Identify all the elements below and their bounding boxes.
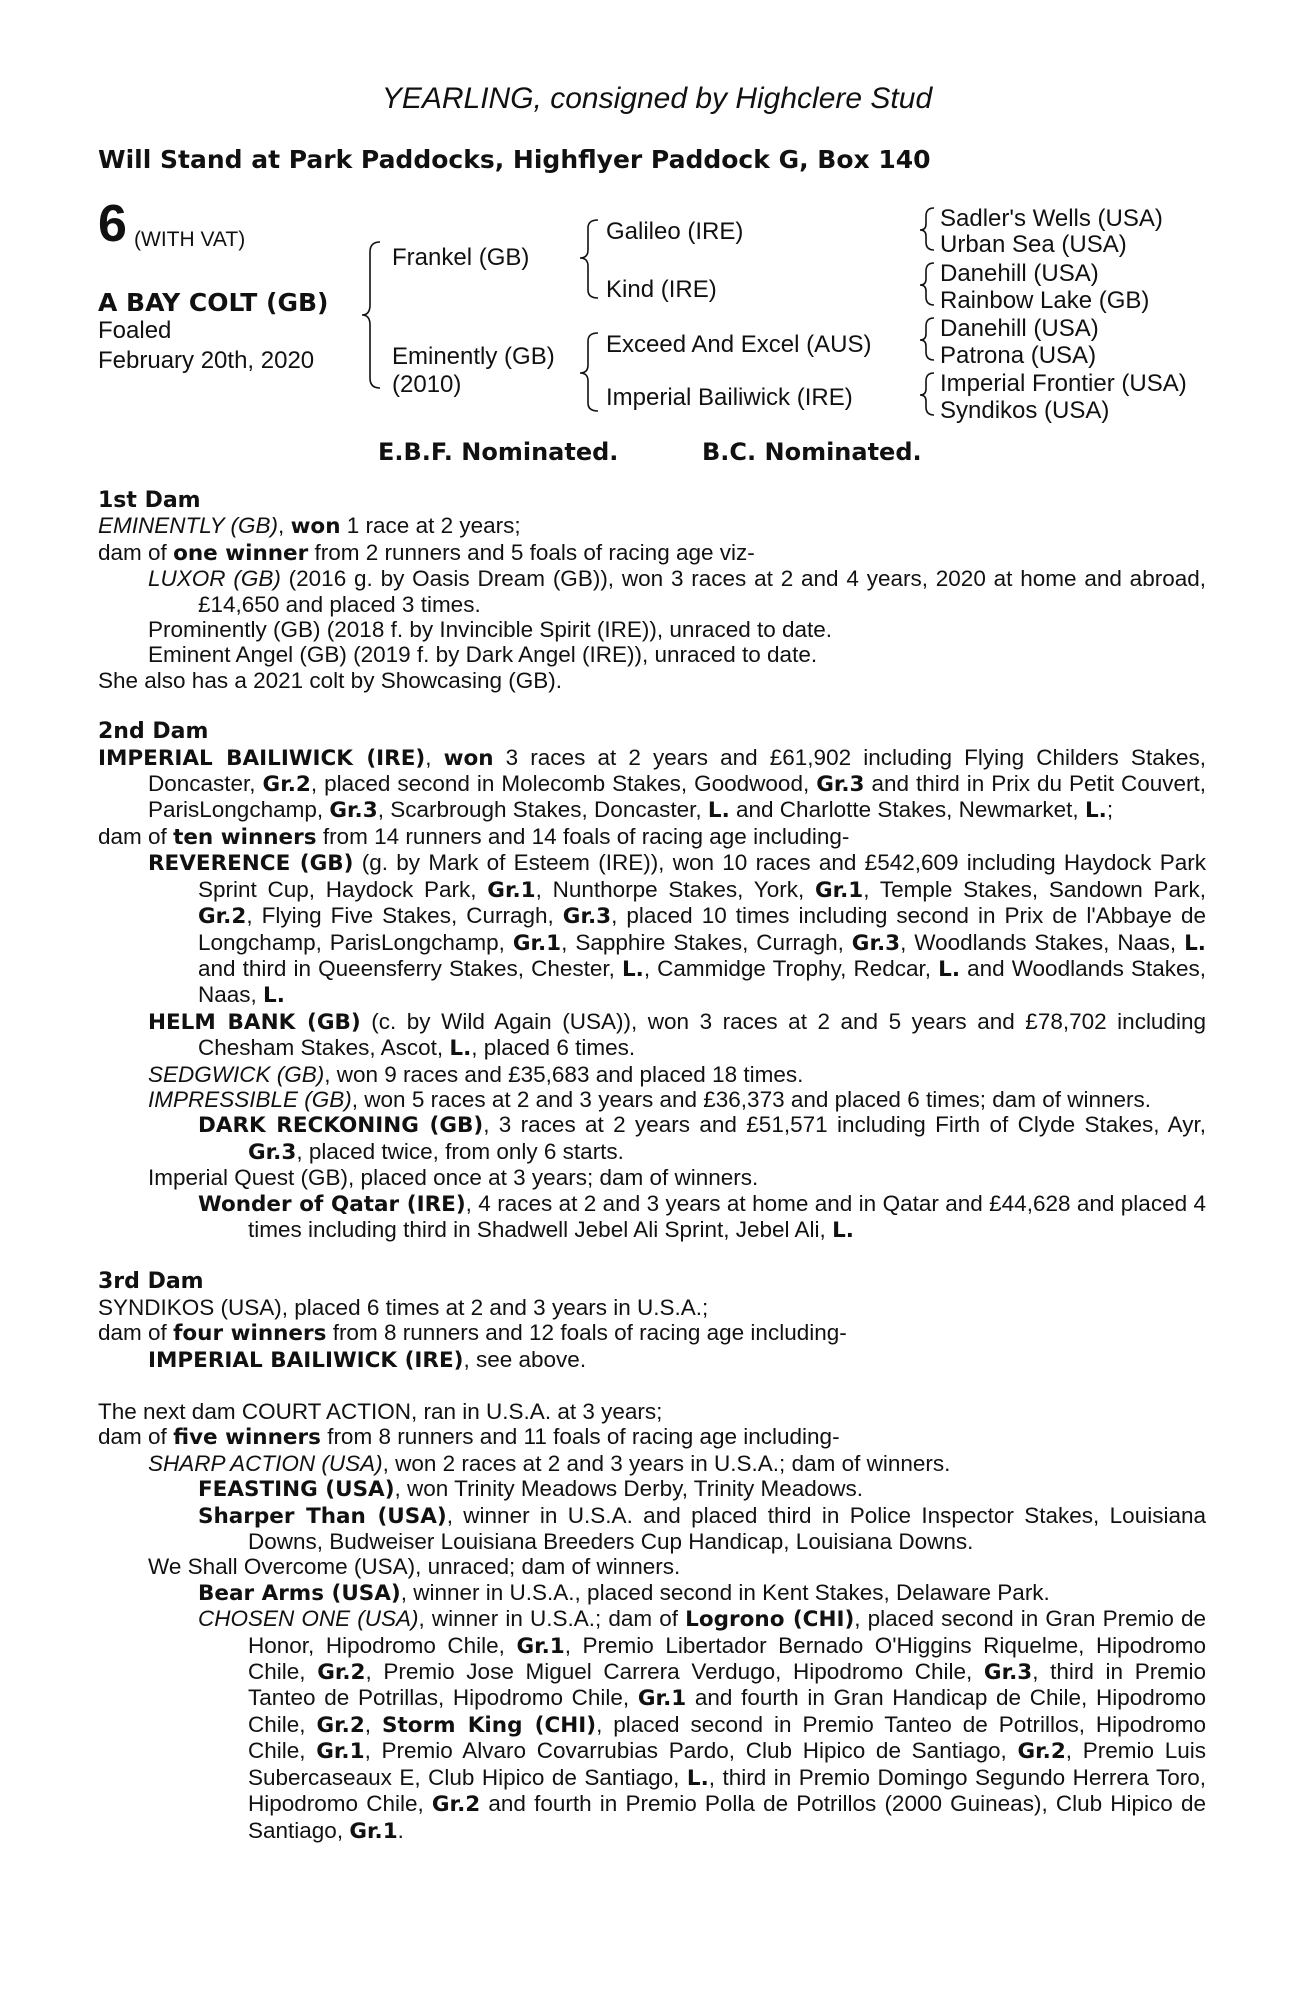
produce-luxor: LUXOR (GB) (2016 g. by Oasis Dream (GB)), won 3 races at 2 and 4 years, 2020 at home and abroad, £14,650 and placed 3 times. xyxy=(148,566,1206,617)
bracket-g56 xyxy=(920,318,934,360)
bracket-sire xyxy=(580,220,598,298)
produce-impressible: IMPRESSIBLE (GB), won 5 races at 2 and 3 years and £36,373 and placed 6 times; dam of winners. xyxy=(148,1086,1152,1112)
produce-we-shall-overcome: We Shall Overcome (USA), unraced; dam of winners. xyxy=(148,1554,681,1580)
produce-reverence: REVERENCE (GB) (g. by Mark of Esteem (IRE)), won 10 races and £542,609 including Haydock Park Sprint Cup, Haydock Park, Gr.1, Nunthorpe Stakes, York, Gr.1, Temple Stakes, Sandown Park, Gr.2, Flying Five Stakes, Curragh, Gr.3, placed 10 times including second in Prix de l'Abbaye de Longchamp, ParisLongchamp, Gr.1, Sapphire Stakes, Curragh, Gr.3, Woodlands Stakes, Naas, L. and third in Queensferry Stakes, Chester, L., Cammidge Trophy, Redcar, L. and Woodlands Stakes, Naas, L. xyxy=(148,850,1206,1009)
page-title: YEARLING, consigned by Highclere Stud xyxy=(381,82,933,115)
next-dam-produce-line: dam of five winners from 8 runners and 11 foals of racing age including- xyxy=(98,1424,840,1451)
bracket-g34 xyxy=(920,263,934,305)
sire-dam: Kind (IRE) xyxy=(606,276,717,303)
gen3-4: Rainbow Lake (GB) xyxy=(940,287,1150,314)
third-dam-line: SYNDIKOS (USA), placed 6 times at 2 and 3 years in U.S.A.; xyxy=(98,1294,709,1320)
second-dam-record: IMPERIAL BAILIWICK (IRE), won 3 races at 2 years and £61,902 including Flying Childers Stakes, Doncaster, Gr.2, placed second in Molecomb Stakes, Goodwood, Gr.3 and third in Prix du Petit Couvert, ParisLongchamp, Gr.3, Scarbrough Stakes, Doncaster, L. and Charlotte Stakes, Newmarket, L.; xyxy=(98,744,1206,824)
produce-helm-bank: HELM BANK (GB) (c. by Wild Again (USA)), won 3 races at 2 and 5 years and £78,702 including Chesham Stakes, Ascot, L., placed 6 times. xyxy=(148,1008,1206,1062)
gen3-3: Danehill (USA) xyxy=(940,260,1099,287)
first-dam-line: EMINENTLY (GB), won 1 race at 2 years; xyxy=(98,513,521,540)
second-dam-produce-line: dam of ten winners from 14 runners and 14 foals of racing age including- xyxy=(98,823,850,850)
next-dam-line: The next dam COURT ACTION, ran in U.S.A. at 3 years; xyxy=(98,1399,663,1424)
gen3-5: Danehill (USA) xyxy=(940,315,1099,342)
gen3-6: Patrona (USA) xyxy=(940,342,1097,369)
bracket-main xyxy=(362,242,380,388)
third-dam-heading: 3rd Dam xyxy=(98,1269,204,1295)
ebf-nominated: E.B.F. Nominated. xyxy=(378,438,619,466)
bracket-g12 xyxy=(920,208,934,250)
dam-dam: Imperial Bailiwick (IRE) xyxy=(606,384,853,411)
produce-prominently: Prominently (GB) (2018 f. by Invincible Spirit (IRE)), unraced to date. xyxy=(148,617,833,643)
first-dam-heading: 1st Dam xyxy=(98,488,201,513)
produce-imperial-bailiwick: IMPERIAL BAILIWICK (IRE), see above. xyxy=(148,1346,587,1373)
produce-note: She also has a 2021 colt by Showcasing (GB). xyxy=(98,667,563,693)
foaled-label: Foaled xyxy=(98,317,172,344)
dam-name: Eminently (GB) xyxy=(392,343,555,370)
produce-wonder-of-qatar: Wonder of Qatar (IRE), 4 races at 2 and 3 years at home and in Qatar and £44,628 and placed 4 times including third in Shadwell Jebel Ali Sprint, Jebel Ali, L. xyxy=(198,1190,1207,1243)
produce-imperial-quest: Imperial Quest (GB), placed once at 3 years; dam of winners. xyxy=(148,1165,759,1191)
gen3-2: Urban Sea (USA) xyxy=(940,231,1127,258)
dam-year: (2010) xyxy=(392,371,462,398)
produce-chosen-one: CHOSEN ONE (USA), winner in U.S.A.; dam of Logrono (CHI), placed second in Gran Premio de Honor, Hipodromo Chile, Gr.1, Premio Libertador Bernado O'Higgins Riquelme, Hipodromo Chile, Gr.2, Premio Jose Miguel Carrera Verdugo, Hipodromo Chile, Gr.3, third in Premio Tanteo de Potrillas, Hipodromo Chile, Gr.1 and fourth in Gran Handicap de Chile, Hipodromo Chile, Gr.2, Storm King (CHI), placed second in Premio Tanteo de Potrillos, Hipodromo Chile, Gr.1, Premio Alvaro Covarrubias Pardo, Club Hipico de Santiago, Gr.2, Premio Luis Subercaseaux E, Club Hipico de Santiago, L., third in Premio Domingo Segundo Herrera Toro, Hipodromo Chile, Gr.2 and fourth in Premio Polla de Potrillos (2000 Guineas), Club Hipico de Santiago, Gr.1. xyxy=(198,1606,1206,1844)
sire-sire: Galileo (IRE) xyxy=(606,218,744,245)
gen3-1: Sadler's Wells (USA) xyxy=(940,205,1163,232)
lot-number: 6 xyxy=(98,195,127,253)
second-dam-heading: 2nd Dam xyxy=(98,719,209,745)
lot-description: A BAY COLT (GB) xyxy=(98,288,329,317)
gen3-7: Imperial Frontier (USA) xyxy=(940,370,1187,397)
produce-sharp-action: SHARP ACTION (USA), won 2 races at 2 and 3 years in U.S.A.; dam of winners. xyxy=(148,1450,951,1476)
first-dam-produce-line: dam of one winner from 2 runners and 5 foals of racing age viz- xyxy=(98,539,755,566)
produce-eminent-angel: Eminent Angel (GB) (2019 f. by Dark Angel (IRE)), unraced to date. xyxy=(148,642,818,668)
vat-label: (WITH VAT) xyxy=(134,228,246,251)
bracket-dam xyxy=(580,333,598,411)
first-dam-name: EMINENTLY (GB) xyxy=(98,513,279,539)
bc-nominated: B.C. Nominated. xyxy=(702,438,922,466)
bracket-g78 xyxy=(920,373,934,415)
sire-name: Frankel (GB) xyxy=(392,244,530,271)
pedigree-notes xyxy=(98,488,1206,1844)
stand-location: Will Stand at Park Paddocks, Highflyer Paddock G, Box 140 xyxy=(98,145,931,174)
foaled-date: February 20th, 2020 xyxy=(98,347,315,374)
produce-feasting: FEASTING (USA), won Trinity Meadows Derby, Trinity Meadows. xyxy=(198,1476,864,1503)
gen3-8: Syndikos (USA) xyxy=(940,397,1110,424)
produce-dark-reckoning: DARK RECKONING (GB), 3 races at 2 years and £51,571 including Firth of Clyde Stakes, Ayr, Gr.3, placed twice, from only 6 starts. xyxy=(198,1112,1206,1165)
produce-sharper-than: Sharper Than (USA), winner in U.S.A. and placed third in Police Inspector Stakes, Louisiana Downs, Budweiser Louisiana Breeders Cup Handicap, Louisiana Downs. xyxy=(198,1502,1206,1555)
dam-sire: Exceed And Excel (AUS) xyxy=(606,331,872,358)
produce-bear-arms: Bear Arms (USA), winner in U.S.A., placed second in Kent Stakes, Delaware Park. xyxy=(198,1579,1050,1606)
produce-sedgwick: SEDGWICK (GB), won 9 races and £35,683 and placed 18 times. xyxy=(148,1061,804,1087)
third-dam-produce-line: dam of four winners from 8 runners and 12 foals of racing age including- xyxy=(98,1320,847,1347)
